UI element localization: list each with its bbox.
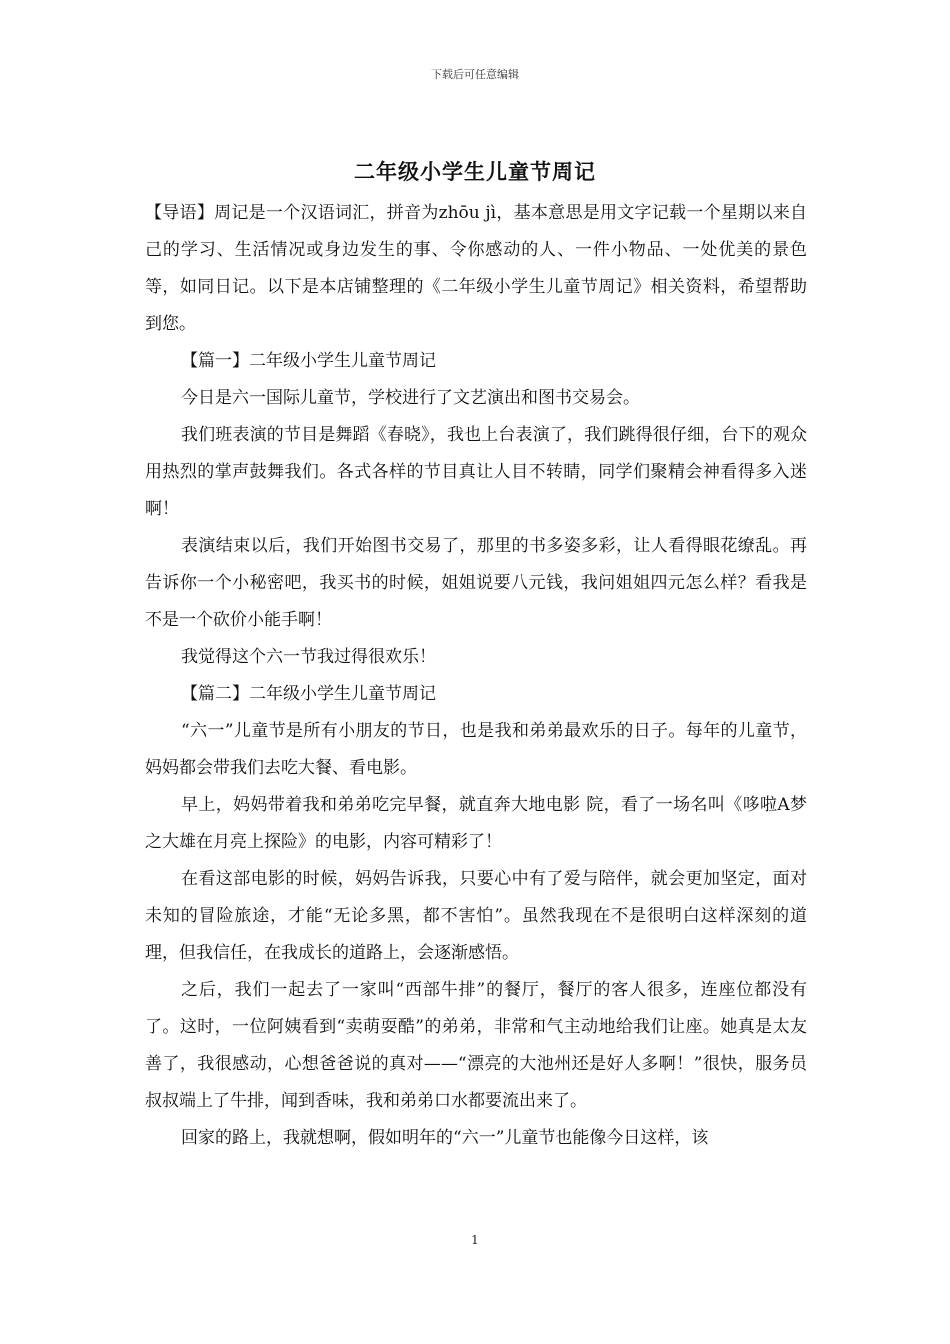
paragraph: 我们班表演的节目是舞蹈《春晓》，我也上台表演了，我们跳得很仔细，台下的观众用热烈的掌声鼓舞我们。各式各样的节目真让人目不转睛，同学们聚精会神看得多入迷啊！ [145, 425, 807, 519]
section-heading-1: 【篇一】二年级小学生儿童节周记 [181, 351, 436, 371]
paragraph: 早上，妈妈带着我和弟弟吃完早餐，就直奔大地电影 院，看了一场名叫《哆啦A梦之大雄在月亮上探险》的电影，内容可精彩了！ [145, 795, 807, 852]
paragraph: 表演结束以后，我们开始图书交易了，那里的书多姿多彩，让人看得眼花缭乱。再告诉你一个小秘密吧，我买书的时候，姐姐说要八元钱，我问姐姐四元怎么样？看我是不是一个砍价小能手啊！ [145, 536, 807, 630]
section-heading-2: 【篇二】二年级小学生儿童节周记 [181, 684, 436, 704]
page-number: 1 [471, 1233, 479, 1247]
document-title: 二年级小学生儿童节周记 [354, 159, 596, 184]
paragraph-intro: 【导语】周记是一个汉语词汇，拼音为zhōu jì，基本意思是用文字记载一个星期以来自己的学习、生活情况或身边发生的事、令你感动的人、一件小物品、一处优美的景色等，如同日记。以下是本店铺整理的《二年级小学生儿童节周记》相关资料，希望帮助到您。 [145, 203, 807, 334]
page-header-note: 下载后可任意编辑 [431, 68, 519, 81]
document-body [145, 195, 807, 1157]
paragraph: 今日是六一国际儿童节，学校进行了文艺演出和图书交易会。 [181, 388, 640, 408]
paragraph: 回家的路上，我就想啊，假如明年的“六一”儿童节也能像今日这样，该 [181, 1128, 709, 1148]
paragraph: 之后，我们一起去了一家叫“西部牛排”的餐厅，餐厅的客人很多，连座位都没有了。这时，一位阿姨看到“卖萌耍酷”的弟弟，非常和气主动地给我们让座。她真是太友善了，我很感动，心想爸爸说的真对——“漂亮的大池州还是好人多啊！”很快，服务员叔叔端上了牛排，闻到香味，我和弟弟口水都要流出来了。 [145, 980, 807, 1111]
paragraph: “六一”儿童节是所有小朋友的节日，也是我和弟弟最欢乐的日子。每年的儿童节，妈妈都会带我们去吃大餐、看电影。 [145, 721, 807, 778]
paragraph: 在看这部电影的时候，妈妈告诉我，只要心中有了爱与陪伴，就会更加坚定，面对未知的冒险旅途，才能“无论多黑，都不害怕”。虽然我现在不是很明白这样深刻的道理，但我信任，在我成长的道路上，会逐渐感悟。 [145, 869, 807, 963]
paragraph: 我觉得这个六一节我过得很欢乐！ [181, 647, 436, 667]
